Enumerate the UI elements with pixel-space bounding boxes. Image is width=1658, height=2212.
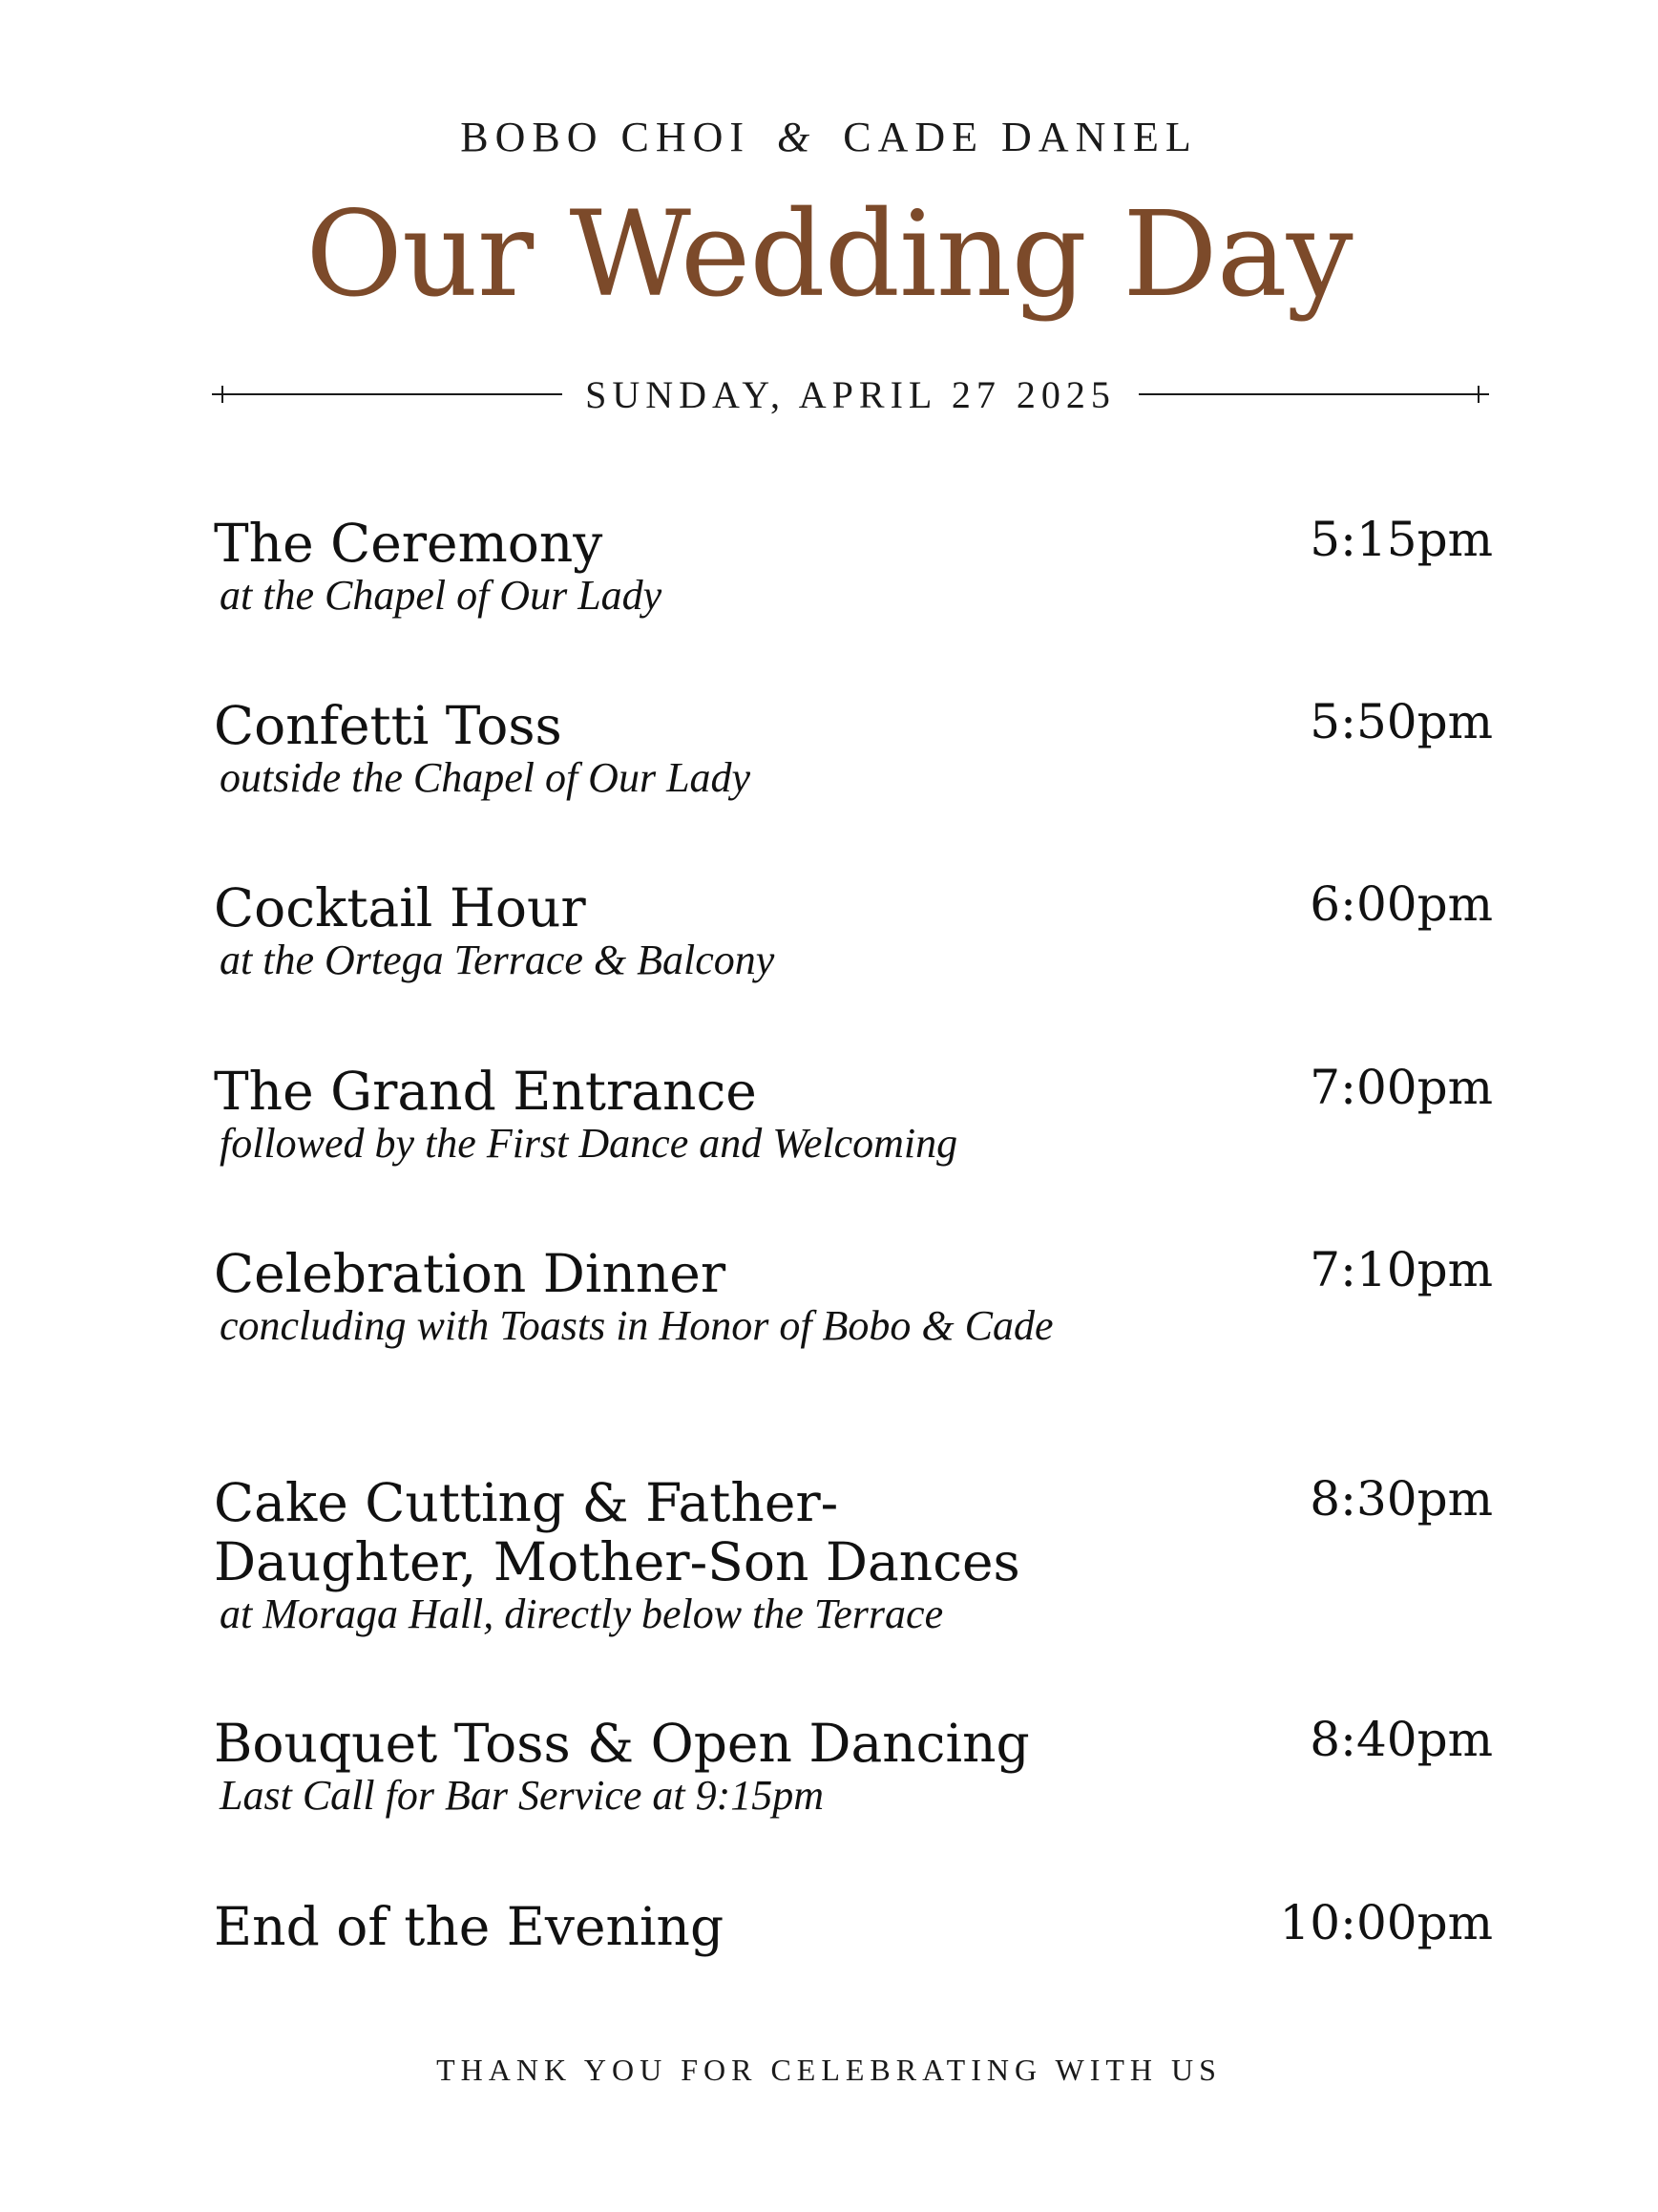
schedule-item — [214, 514, 1493, 619]
schedule-item-time: 8:30pm — [1310, 1471, 1493, 1527]
schedule-item-title: Cocktail Hour — [214, 877, 586, 938]
schedule-item-subtitle: at Moraga Hall, directly below the Terrace — [220, 1591, 944, 1637]
schedule-item-title: End of the Evening — [214, 1896, 724, 1957]
schedule-item — [214, 1244, 1493, 1349]
event-date: SUNDAY, APRIL 27 2025 — [585, 372, 1116, 416]
schedule-item-subtitle: at the Ortega Terrace & Balcony — [220, 937, 775, 983]
name-right: CADE DANIEL — [843, 114, 1198, 160]
ampersand: & — [777, 114, 817, 160]
page-title: Our Wedding Day — [305, 186, 1353, 324]
schedule-item — [214, 1897, 1493, 1956]
schedule-item — [214, 696, 1493, 801]
schedule-item-title: Celebration Dinner — [214, 1243, 726, 1304]
schedule-item-subtitle: followed by the First Dance and Welcoming — [220, 1120, 958, 1167]
footer-thanks: THANK YOU FOR CELEBRATING WITH US — [436, 2053, 1222, 2087]
divider-right-tick — [1478, 386, 1480, 403]
name-left: BOBO CHOI — [460, 114, 751, 160]
schedule-item-subtitle: outside the Chapel of Our Lady — [220, 754, 751, 801]
schedule-item-title: The Ceremony — [214, 513, 603, 574]
schedule-item — [214, 1062, 1493, 1167]
schedule-item — [214, 1473, 1493, 1637]
schedule-item-time: 7:00pm — [1310, 1060, 1493, 1115]
schedule-item-title: Cake Cutting & Father-Daughter, Mother-Son Dances — [214, 1472, 1020, 1592]
schedule-item — [214, 878, 1493, 983]
schedule-item-time: 5:15pm — [1310, 512, 1493, 567]
schedule-item-time: 7:10pm — [1310, 1242, 1493, 1297]
schedule-item-subtitle: concluding with Toasts in Honor of Bobo & Cade — [220, 1302, 1054, 1349]
date-row — [212, 370, 1489, 418]
schedule-item-time: 5:50pm — [1310, 694, 1493, 749]
schedule-item-title: The Grand Entrance — [214, 1061, 757, 1122]
schedule-item-time: 8:40pm — [1310, 1712, 1493, 1767]
schedule-item-title: Confetti Toss — [214, 695, 562, 756]
divider-left-tick — [221, 386, 223, 403]
schedule-item-subtitle: at the Chapel of Our Lady — [220, 572, 662, 619]
couple-names — [0, 113, 1658, 161]
divider-left — [212, 393, 562, 395]
schedule-item-time: 10:00pm — [1279, 1895, 1493, 1950]
schedule-item-title: Bouquet Toss & Open Dancing — [214, 1713, 1030, 1774]
schedule-item — [214, 1714, 1493, 1819]
schedule-item-time: 6:00pm — [1310, 876, 1493, 932]
schedule-item-subtitle: Last Call for Bar Service at 9:15pm — [220, 1772, 825, 1819]
divider-right — [1139, 393, 1489, 395]
